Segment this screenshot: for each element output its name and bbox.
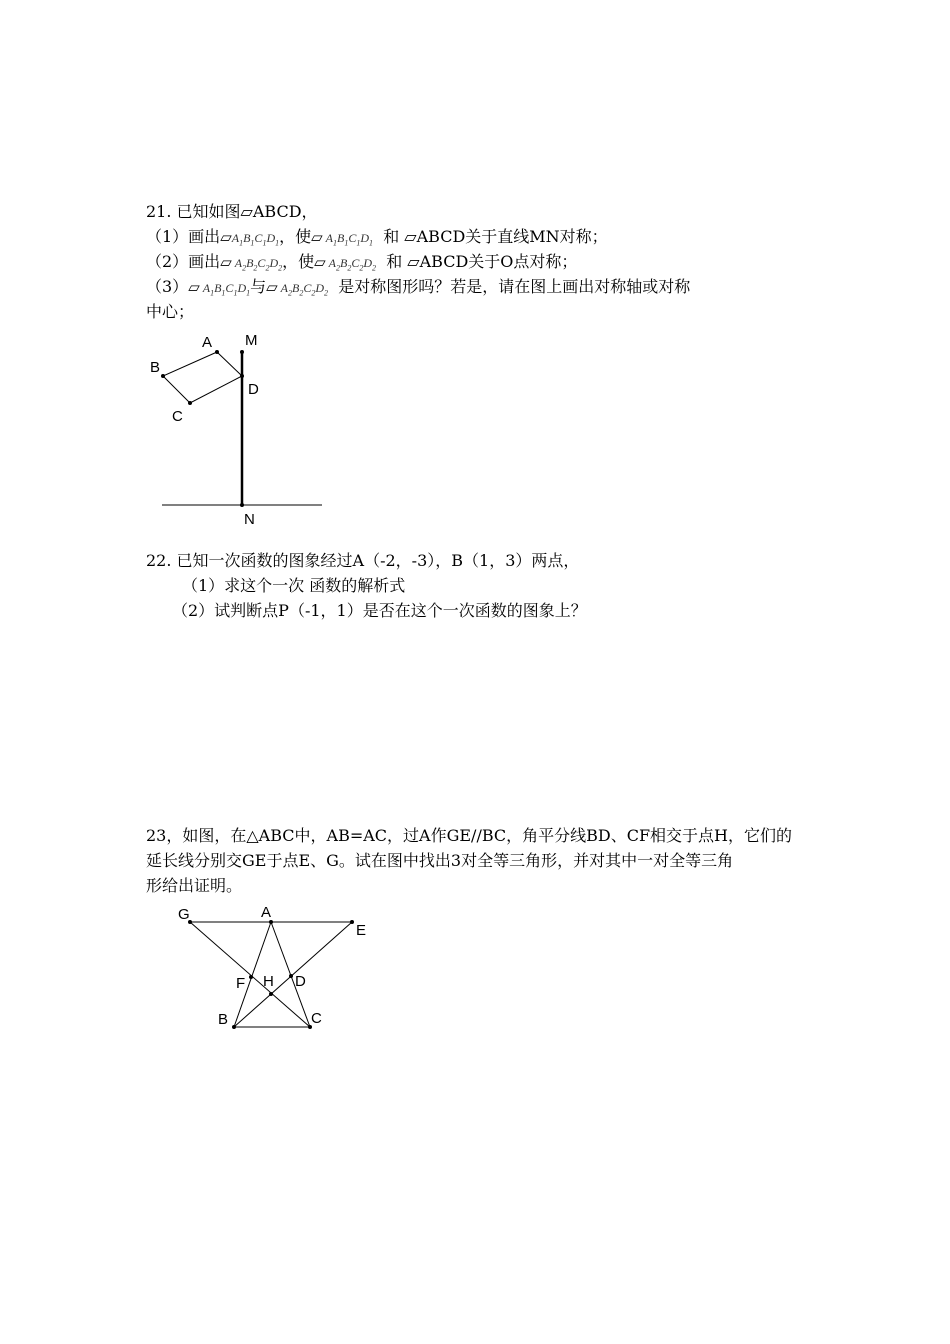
point-b [161, 374, 165, 378]
q21-part1-b: ，使 [279, 227, 312, 246]
point-b [232, 1025, 236, 1029]
label-m: M [245, 332, 258, 349]
math-a1b1c1d1: $A_1B_1C_1D_1$ [325, 231, 374, 248]
q21-part3-b: 与 [250, 277, 267, 296]
q22-line2: （1）求这个一次 函数的解析式 [182, 576, 406, 595]
label-a: A [261, 904, 272, 921]
label-f: F [236, 975, 246, 992]
label-b: B [218, 1011, 229, 1028]
label-e: E [356, 922, 367, 939]
q23-line3: 形给出证明。 [146, 876, 243, 895]
label-n: N [244, 511, 255, 528]
q23-line2: 延长线分别交GE于点E、G。试在图中找出3对全等三角形，并对其中一对全等三角 [146, 851, 734, 870]
point-c [188, 401, 192, 405]
math-a2b2c2d2: $A_2B_2C_2D_2$ [280, 281, 329, 298]
parallelogram-symbol: ▱ [266, 278, 278, 296]
q22-line3: （2）试判断点P（-1，1）是否在这个一次函数的图象上？ [172, 601, 587, 620]
q22-line1: 22. 已知一次函数的图象经过A（-2，-3），B（1，3）两点， [146, 551, 580, 570]
math-a2b2c2d2: $A_2B_2C_2D_2$ [328, 256, 377, 273]
q21-part3 [146, 277, 690, 303]
q21-part3-cont: 中心； [146, 302, 195, 321]
math-a1b1c1d1: $A_1B_1C_1D_1$ [231, 231, 280, 248]
point-h [269, 992, 273, 996]
label-c: C [311, 1010, 322, 1027]
q21-part2-b: ，使 [282, 252, 315, 271]
parallelogram-abcd [163, 352, 242, 403]
point-n [240, 503, 244, 507]
label-c: C [172, 408, 183, 425]
parallelogram-symbol: ▱ [311, 228, 323, 246]
q21-intro: 21. 已知如图▱ABCD， [146, 202, 318, 221]
q21-part1-a: （1）画出 [146, 227, 221, 246]
q23-line1: 23，如图，在△ABC中，AB=AC，过A作GE//BC，角平分线BD、CF相交于点H，它们的 [146, 826, 793, 845]
figure-triangle-abc [170, 898, 380, 1038]
point-e [350, 920, 354, 924]
parallelogram-symbol: ▱ [188, 278, 200, 296]
point-a [215, 350, 219, 354]
q21-part1-c: 和 ▱ABCD关于直线MN对称； [383, 227, 608, 246]
label-b: B [150, 359, 161, 376]
q21-part3-c: 是对称图形吗？若是，请在图上画出对称轴或对称 [338, 277, 691, 296]
q21-part1 [146, 227, 608, 253]
point-f [249, 975, 253, 979]
parallelogram-symbol: ▱ [220, 253, 232, 271]
q21-part2-c: 和 ▱ABCD关于O点对称； [386, 252, 578, 271]
label-h: H [263, 973, 274, 990]
point-m [240, 350, 244, 354]
label-d: D [248, 381, 259, 398]
label-a: A [202, 334, 213, 351]
math-a2b2c2d2: $A_2B_2C_2D_2$ [234, 256, 283, 273]
figure-parallelogram-mn [140, 325, 340, 535]
label-d: D [295, 973, 306, 990]
line-be [234, 922, 352, 1027]
math-a1b1c1d1: $A_1B_1C_1D_1$ [202, 281, 251, 298]
label-g: G [178, 906, 190, 923]
q21-part2-a: （2）画出 [146, 252, 221, 271]
q21-part2 [146, 252, 577, 278]
q21-part3-a: （3） [146, 277, 189, 296]
point-d [240, 374, 244, 378]
point-d [289, 974, 293, 978]
parallelogram-symbol: ▱ [220, 228, 232, 246]
parallelogram-symbol: ▱ [314, 253, 326, 271]
